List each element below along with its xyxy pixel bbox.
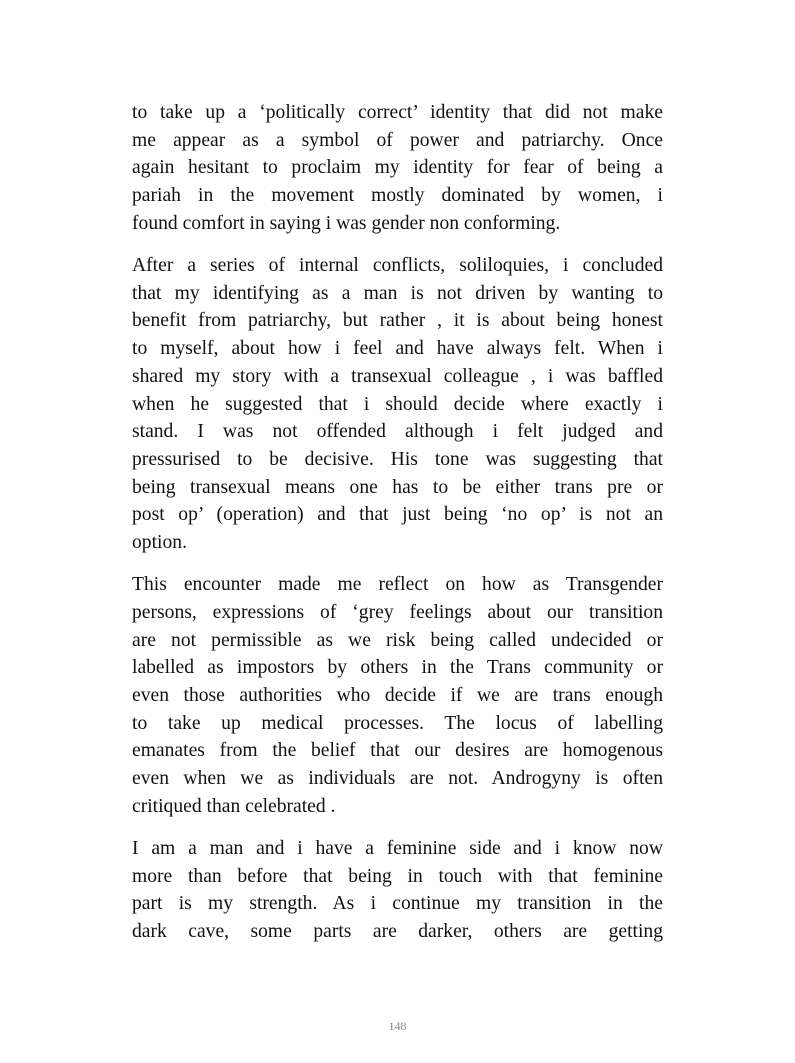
paragraph-3 bbox=[132, 571, 663, 820]
paragraph-1 bbox=[132, 99, 663, 238]
text-line: that my identifying as a man is not driven by wanting to bbox=[132, 282, 663, 304]
text-line: even when we as individuals are not. Androgyny is often bbox=[132, 768, 663, 790]
text-line: shared my story with a transexual colleague , i was baffled bbox=[132, 365, 663, 387]
text-line: being transexual means one has to be either trans pre or bbox=[132, 476, 663, 498]
text-line: me appear as a symbol of power and patriarchy. Once bbox=[132, 129, 663, 151]
text-line: pressurised to be decisive. His tone was suggesting that bbox=[132, 448, 663, 470]
page-number: 148 bbox=[388, 1019, 407, 1033]
text-line: stand. I was not offended although i felt judged and bbox=[132, 421, 663, 443]
text-line: critiqued than celebrated . bbox=[132, 795, 336, 817]
text-line: found comfort in saying i was gender non conforming. bbox=[132, 212, 561, 234]
text-line: to take up a ‘politically correct’ identity that did not make bbox=[132, 102, 663, 123]
text-line: option. bbox=[132, 532, 187, 554]
paragraph-4 bbox=[132, 835, 663, 946]
text-line: again hesitant to proclaim my identity for fear of being a bbox=[132, 157, 663, 179]
text-line: part is my strength. As i continue my transition in the bbox=[132, 893, 663, 915]
text-line: persons, expressions of ‘grey feelings about our transition bbox=[132, 601, 663, 623]
text-line: dark cave, some parts are darker, others are getting bbox=[132, 921, 663, 943]
body-text bbox=[132, 99, 663, 960]
text-line: I am a man and i have a feminine side and i know now bbox=[132, 838, 663, 860]
paragraph-2 bbox=[132, 252, 663, 557]
text-line: to take up medical processes. The locus of labelling bbox=[132, 712, 663, 734]
text-line: when he suggested that i should decide where exactly i bbox=[132, 393, 663, 415]
text-line: This encounter made me reflect on how as Transgender bbox=[132, 574, 663, 596]
text-line: After a series of internal conflicts, soliloquies, i concluded bbox=[132, 255, 663, 277]
text-line: pariah in the movement mostly dominated by women, i bbox=[132, 185, 663, 207]
text-line: more than before that being in touch with that feminine bbox=[132, 865, 663, 887]
text-line: emanates from the belief that our desires are homogenous bbox=[132, 740, 663, 762]
text-line: post op’ (operation) and that just being ‘no op’ is not an bbox=[132, 504, 663, 526]
text-line: even those authorities who decide if we are trans enough bbox=[132, 685, 663, 707]
text-line: to myself, about how i feel and have always felt. When i bbox=[132, 338, 663, 360]
text-line: labelled as impostors by others in the Trans community or bbox=[132, 657, 663, 679]
text-line: benefit from patriarchy, but rather , it is about being honest bbox=[132, 310, 663, 332]
text-line: are not permissible as we risk being called undecided or bbox=[132, 629, 663, 651]
